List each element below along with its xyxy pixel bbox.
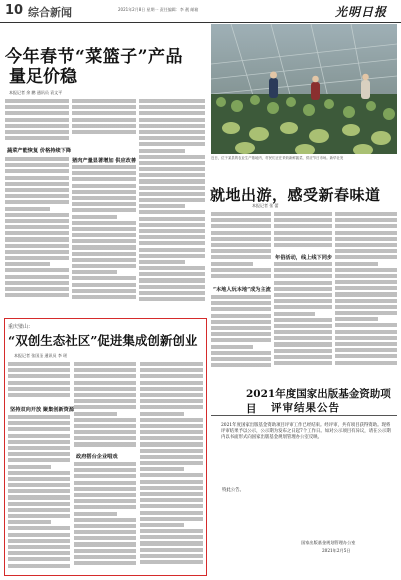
article2-subhead-1: “本地人玩本地”成为主流 [213, 287, 271, 293]
article2-col1-text [211, 212, 271, 282]
newspaper-logo: 光明日报 [335, 5, 388, 19]
article2-col2-text [274, 212, 332, 250]
article3-headline: “双创生态社区”促进集成创新创业 [8, 333, 198, 348]
article1-subhead-2: 猪肉产量显著增加 供应改善 [72, 158, 137, 164]
article1-col1-text [5, 99, 69, 143]
page-number: 10 [5, 3, 24, 18]
article2-col2-text-b [274, 262, 332, 371]
article1-col2-text [72, 99, 136, 141]
article3-col1-text [8, 362, 70, 402]
article3-col3-text [140, 362, 203, 571]
notice-ending: 特此公告。 [222, 488, 244, 493]
article2-col1-text-b [211, 295, 271, 371]
article1-headline-line1: 今年春节“菜篮子”产品 [5, 47, 184, 67]
article3-kicker: 重庆璧山： [8, 324, 34, 330]
section-title: 综合新闻 [28, 6, 72, 19]
notice-rule [211, 415, 397, 416]
notice-organization: 国家出版基金规划管理办公室 [301, 540, 356, 545]
article1-headline-line2: 量足价稳 [9, 67, 77, 87]
article3-col2-text [74, 362, 136, 450]
header-rule [0, 22, 401, 23]
article1-col3-text [139, 99, 205, 305]
news-photo [211, 24, 397, 154]
notice-date: 2021年2月5日 [322, 548, 351, 553]
article3-col1-text-b [8, 415, 70, 571]
greenhouse-photo-image [211, 24, 397, 154]
article3-subhead-2: 政府搭台企业唱戏 [76, 454, 118, 460]
photo-caption: 近日，位于某县的农业生产基地内，村民们正在采收新鲜蔬菜，供应节日市场。新华社发 [211, 156, 344, 160]
article1-col1-text-b [5, 157, 69, 305]
article2-col3-text [335, 212, 397, 371]
article3-byline: 本报记者 张国圣 通讯员 李 瑶 [14, 353, 68, 358]
article1-byline: 本报记者 余 鹏 通讯员 袁文平 [9, 90, 63, 95]
article2-byline: 本报记者 张 蕾 [252, 203, 279, 208]
article3-subhead-1: 坚持双向开放 聚集创新资源 [10, 407, 75, 413]
article3-col2-text-b [74, 462, 136, 571]
article2-subhead-2: 年俗活动，线上线下同步 [275, 255, 333, 261]
article1-col2-text-b [72, 165, 136, 305]
notice-body: 2021年度国家出版基金资助项目评审工作已经结束。经评审，共有项目获得资助。现将评审结果予以公示，公示期为发布之日起7个工作日。如对公示项目有异议，请在公示期内以书面形式向国家出版基金规划管理办公室反映。 [221, 423, 391, 441]
notice-title-line2: 评审结果公告 [271, 402, 340, 414]
page-meta: 2021年2月8日 星期一 责任编辑：李 靓 邮箱 [118, 7, 199, 12]
notice-title-line1: 2021年度国家出版基金资助项目 [246, 388, 391, 415]
article2-headline: 就地出游，感受新春味道 [210, 186, 381, 204]
article1-subhead-1: 蔬菜产能恢复 价格持续下降 [7, 148, 72, 154]
